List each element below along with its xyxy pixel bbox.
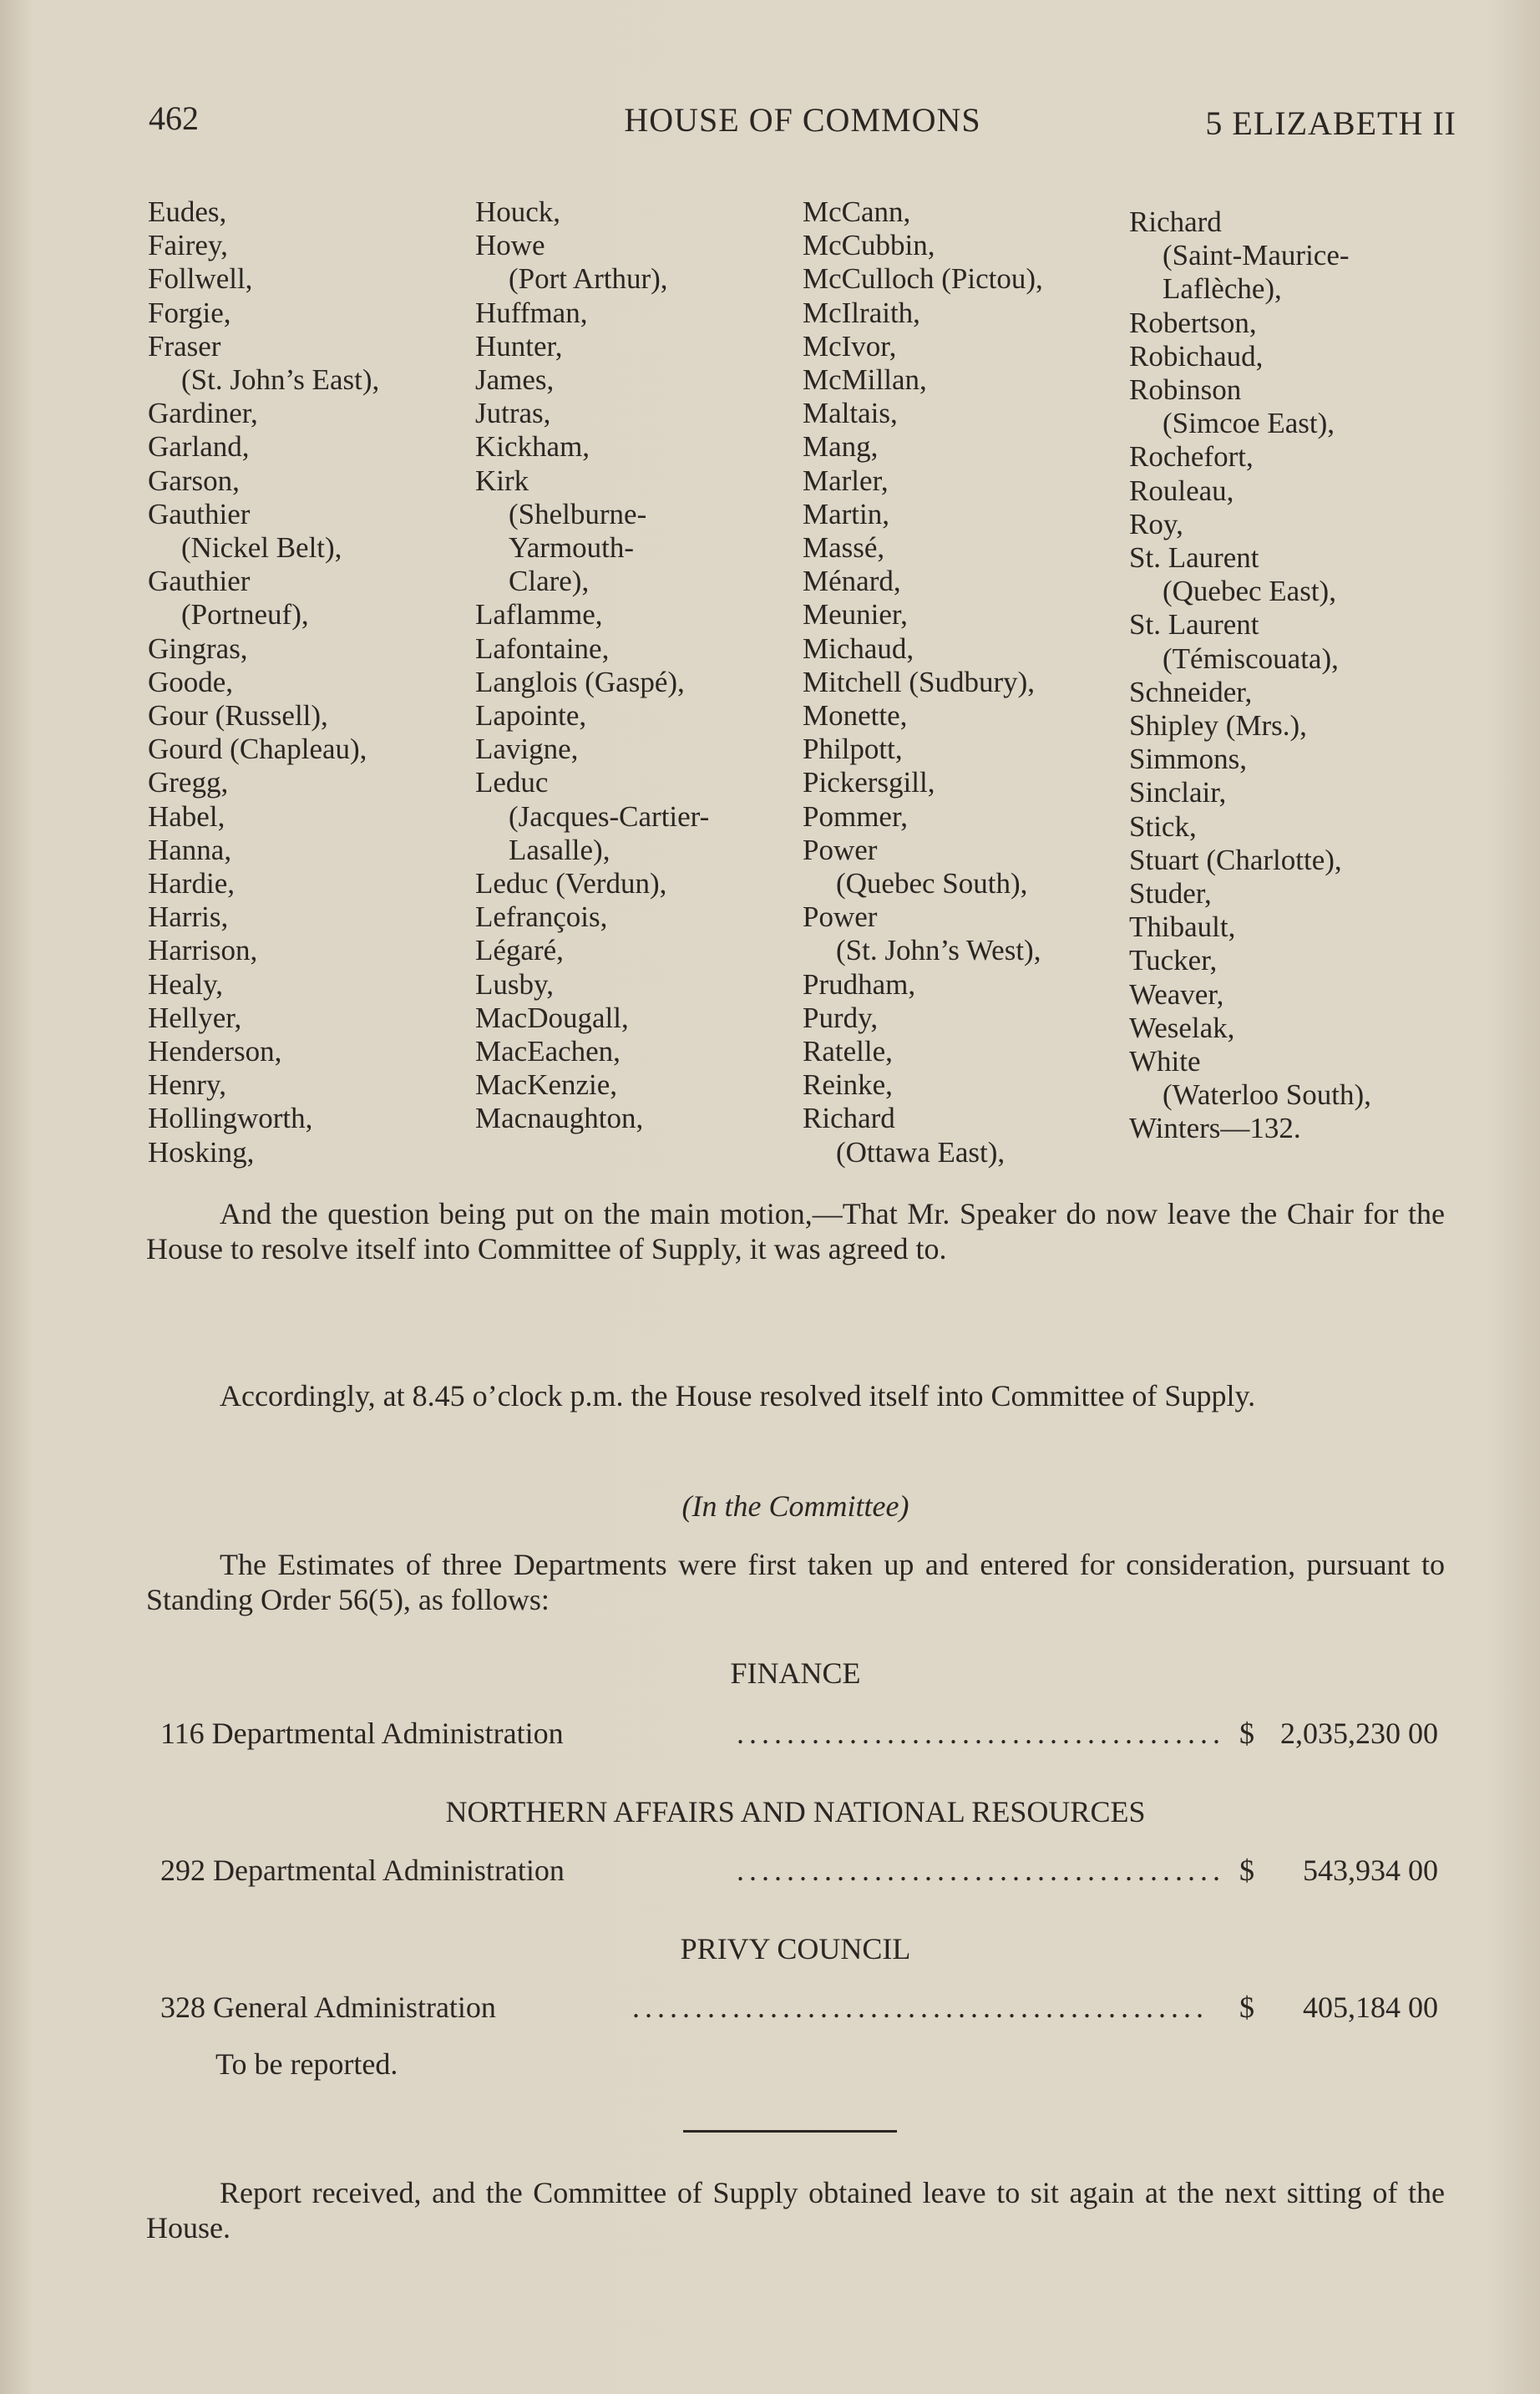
estimate-line-northern-affairs [160,1853,1438,1889]
member-name: Habel, [148,799,225,833]
member-name: Sinclair, [1129,776,1227,809]
member-name: McCann, [803,195,911,228]
member-name: Leduc (Verdun), [475,867,667,900]
member-name: Garson, [148,464,240,497]
member-name: Gour (Russell), [148,699,328,733]
member-name: McIvor, [803,329,897,363]
members-column-4 [1129,205,1463,1146]
member-name: Ratelle, [803,1035,893,1068]
member-name: Stick, [1129,809,1197,843]
estimate-line-privy-council [160,1990,1438,2026]
member-name: Gauthier [148,565,251,598]
member-name: Henderson, [148,1035,282,1068]
member-name: Macnaughton, [475,1102,644,1135]
main-motion-paragraph: And the question being put on the main motion,—That Mr. Speaker do now leave the Chair for the House to resolve itself into Committee of Supply, it was agreed to. [146,1197,1445,1265]
member-name: (Témiscouata), [1163,642,1339,675]
accordingly-paragraph: Accordingly, at 8.45 o’clock p.m. the House resolved itself into Committee of Supply. [220,1379,1256,1413]
member-name: Healy, [148,967,224,1001]
member-name: McMillan, [803,363,927,397]
member-name: Kirk [475,464,529,497]
department-heading-northern-affairs: NORTHERN AFFAIRS AND NATIONAL RESOURCES [445,1795,1146,1828]
to-be-reported: To be reported. [215,2047,398,2081]
department-heading-finance: FINANCE [730,1656,861,1690]
member-name: Clare), [509,565,590,598]
member-name: Fairey, [148,229,228,262]
vote-number: 328 [160,1991,205,2024]
page-header [149,99,1456,149]
member-name: Thibault, [1129,910,1236,944]
member-name: Harris, [148,900,229,934]
member-name: Power [803,833,878,866]
member-name: Robertson, [1129,306,1257,339]
vote-number: 292 [160,1854,205,1887]
member-name: MacKenzie, [475,1068,618,1102]
member-name: (St. John’s East), [181,363,380,397]
member-name: Hunter, [475,329,563,363]
member-name: Kickham, [475,430,590,464]
member-name: Power [803,900,878,934]
member-name: Philpott, [803,733,903,766]
member-name: Massé, [803,531,885,565]
member-name: Goode, [148,665,234,698]
member-name: Pommer, [803,799,908,833]
member-name: Laflamme, [475,598,603,631]
member-name: Winters—132. [1129,1112,1301,1145]
member-name: Légaré, [475,934,564,967]
department-heading-privy-council: PRIVY COUNCIL [680,1932,911,1965]
member-name: (Jacques-Cartier- [509,799,710,833]
member-name: Eudes, [148,195,227,228]
member-name: Michaud, [803,631,914,665]
leader-dots: ....................................... [737,1854,1225,1887]
member-name: Mitchell (Sudbury), [803,665,1036,698]
member-name: Monette, [803,699,908,733]
member-name: St. Laurent [1129,541,1259,575]
member-name: Maltais, [803,397,898,430]
member-name: Gregg, [148,766,229,799]
member-name: Shipley (Mrs.), [1129,709,1307,743]
estimate-item: Departmental Administration [213,1854,565,1887]
estimate-amount: 405,184 00 [1303,1991,1438,2024]
member-name: Studer, [1129,877,1212,910]
member-name: (Saint-Maurice- [1163,239,1350,272]
member-name: Yarmouth- [509,531,635,565]
member-name: McCubbin, [803,229,935,262]
member-name: Hollingworth, [148,1102,313,1135]
running-title: HOUSE OF COMMONS [624,101,981,139]
member-name: Lusby, [475,967,554,1001]
member-name: Langlois (Gaspé), [475,665,685,698]
member-name: Weselak, [1129,1011,1235,1044]
member-name: McCulloch (Pictou), [803,262,1043,296]
member-name: Stuart (Charlotte), [1129,843,1342,876]
member-name: Richard [803,1102,895,1135]
dollar-sign: $ [1239,1717,1254,1750]
estimate-item: Departmental Administration [211,1717,564,1750]
member-name: Robichaud, [1129,339,1264,373]
dollar-sign: $ [1239,1991,1254,2024]
member-name: Houck, [475,195,561,228]
member-name: Richard [1129,205,1222,238]
member-name: Rouleau, [1129,474,1234,507]
member-name: Gourd (Chapleau), [148,733,367,766]
member-name: (Quebec East), [1163,575,1336,608]
member-name: Hardie, [148,867,235,900]
member-name: Reinke, [803,1068,893,1102]
member-name: Gauthier [148,497,251,530]
member-name: Hellyer, [148,1001,242,1034]
member-name: Lasalle), [509,833,610,866]
member-name: McIlraith, [803,296,920,329]
member-name: MacEachen, [475,1035,621,1068]
leader-dots: .............................................. [632,1991,1208,2024]
estimate-amount: 2,035,230 00 [1280,1717,1438,1750]
members-column-1 [148,195,482,1169]
member-name: St. Laurent [1129,608,1259,642]
member-name: Marler, [803,464,889,497]
member-name: Lavigne, [475,733,579,766]
member-name: Henry, [148,1068,226,1102]
member-name: White [1129,1045,1201,1078]
member-name: (Shelburne- [509,497,647,530]
member-name: (Portneuf), [181,598,309,631]
member-name: (St. John’s West), [836,934,1041,967]
member-name: Schneider, [1129,675,1253,708]
vote-number: 116 [160,1717,205,1750]
report-paragraph: Report received, and the Committee of Supply obtained leave to sit again at the next sitting of the House. [146,2176,1445,2244]
member-name: (Port Arthur), [509,262,668,296]
member-name: Martin, [803,497,890,530]
member-name: (Ottawa East), [836,1135,1006,1169]
member-name: Mang, [803,430,879,464]
member-name: (Simcoe East), [1163,407,1335,440]
member-name: Forgie, [148,296,231,329]
member-name: Gardiner, [148,397,258,430]
member-name: Ménard, [803,565,901,598]
member-name: Weaver, [1129,977,1224,1011]
member-name: Robinson [1129,373,1242,407]
member-name: Harrison, [148,934,258,967]
member-name: Simmons, [1129,743,1248,776]
member-name: Laflèche), [1163,272,1282,306]
members-column-2 [475,195,809,1136]
member-name: Jutras, [475,397,551,430]
member-name: Leduc [475,766,549,799]
member-name: Pickersgill, [803,766,935,799]
member-name: Huffman, [475,296,588,329]
member-name: Prudham, [803,967,916,1001]
estimates-paragraph: The Estimates of three Departments were first taken up and entered for consideration, pursuant to Standing Order 56(5), as follows: [146,1548,1445,1616]
regnal-year: 5 ELIZABETH II [1205,104,1456,142]
member-name: Garland, [148,430,250,464]
member-name: (Nickel Belt), [181,531,342,565]
estimate-amount: 543,934 00 [1303,1854,1438,1887]
member-name: Lefrançois, [475,900,608,934]
estimate-line-finance [160,1716,1438,1752]
member-name: Fraser [148,329,221,363]
member-name: Rochefort, [1129,440,1254,474]
member-name: Hosking, [148,1135,255,1169]
member-name: Meunier, [803,598,908,631]
members-column-3 [803,195,1137,1169]
member-name: Gingras, [148,631,248,665]
member-name: Hanna, [148,833,232,866]
member-name: Howe [475,229,545,262]
member-name: (Waterloo South), [1163,1078,1371,1112]
member-name: Roy, [1129,507,1183,540]
member-name: Follwell, [148,262,253,296]
page-number: 462 [149,99,199,137]
member-name: Lafontaine, [475,631,610,665]
member-name: Purdy, [803,1001,879,1034]
member-name: MacDougall, [475,1001,629,1034]
in-committee-heading: (In the Committee) [681,1489,909,1523]
member-name: Lapointe, [475,699,587,733]
member-name: Tucker, [1129,944,1218,977]
dollar-sign: $ [1239,1854,1254,1887]
leader-dots: ....................................... [737,1717,1225,1750]
section-divider [683,2130,897,2133]
member-name: (Quebec South), [836,867,1028,900]
member-name: James, [475,363,555,397]
estimate-item: General Administration [213,1991,496,2024]
